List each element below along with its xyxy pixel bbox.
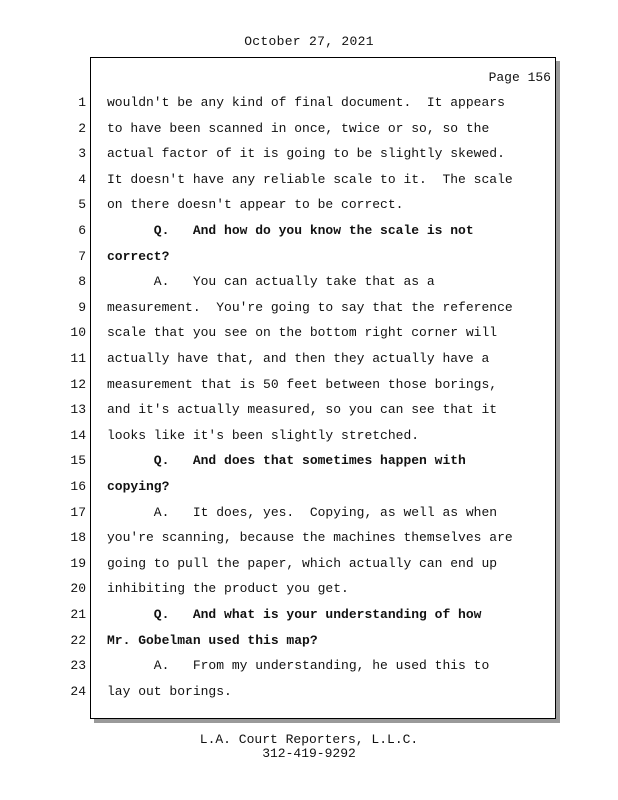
- footer-phone: 312-419-9292: [262, 746, 356, 761]
- answer-line: measurement that is 50 feet between those borings,: [107, 377, 498, 392]
- question-line: Mr. Gobelman used this map?: [107, 633, 318, 648]
- answer-line: lay out borings.: [107, 684, 232, 699]
- answer-line: actual factor of it is going to be slightly skewed.: [107, 146, 505, 161]
- answer-line: actually have that, and then they actually have a: [107, 351, 490, 366]
- line-number: 12: [70, 377, 86, 392]
- line-number: 7: [78, 249, 86, 264]
- answer-line: A. You can actually take that as a: [107, 274, 435, 289]
- question-line: Q. And what is your understanding of how: [107, 607, 482, 622]
- line-number: 5: [78, 197, 86, 212]
- line-number: 4: [78, 172, 86, 187]
- line-number: 22: [70, 633, 86, 648]
- question-line: Q. And does that sometimes happen with: [107, 453, 466, 468]
- line-number: 13: [70, 402, 86, 417]
- answer-line: inhibiting the product you get.: [107, 581, 349, 596]
- line-number: 8: [78, 274, 86, 289]
- line-number: 2: [78, 121, 86, 136]
- page-number: Page 156: [488, 70, 551, 85]
- footer-company: L.A. Court Reporters, L.L.C.: [199, 732, 419, 747]
- answer-line: going to pull the paper, which actually can end up: [107, 556, 498, 571]
- answer-line: wouldn't be any kind of final document. It appears: [107, 95, 505, 110]
- answer-line: looks like it's been slightly stretched.: [107, 428, 420, 443]
- line-number: 11: [70, 351, 86, 366]
- line-number: 1: [78, 95, 86, 110]
- line-number: 9: [78, 300, 86, 315]
- answer-line: A. It does, yes. Copying, as well as when: [107, 505, 498, 520]
- answer-line: A. From my understanding, he used this to: [107, 658, 490, 673]
- line-number: 14: [70, 428, 86, 443]
- answer-line: measurement. You're going to say that the reference: [107, 300, 513, 315]
- line-number: 17: [70, 505, 86, 520]
- answer-line: on there doesn't appear to be correct.: [107, 197, 404, 212]
- line-number: 21: [70, 607, 86, 622]
- line-number: 3: [78, 146, 86, 161]
- line-number: 24: [70, 684, 86, 699]
- answer-line: and it's actually measured, so you can see that it: [107, 402, 498, 417]
- question-line: Q. And how do you know the scale is not: [107, 223, 474, 238]
- question-line: copying?: [107, 479, 170, 494]
- header-date: October 27, 2021: [244, 34, 374, 49]
- line-number: 6: [78, 223, 86, 238]
- line-number: 19: [70, 556, 86, 571]
- answer-line: It doesn't have any reliable scale to it. The scale: [107, 172, 513, 187]
- line-number: 23: [70, 658, 86, 673]
- answer-line: to have been scanned in once, twice or so, so the: [107, 121, 490, 136]
- answer-line: you're scanning, because the machines themselves are: [107, 530, 513, 545]
- line-number: 18: [70, 530, 86, 545]
- line-number: 20: [70, 581, 86, 596]
- line-number: 16: [70, 479, 86, 494]
- line-number: 15: [70, 453, 86, 468]
- question-line: correct?: [107, 249, 170, 264]
- line-number: 10: [70, 325, 86, 340]
- answer-line: scale that you see on the bottom right corner will: [107, 325, 498, 340]
